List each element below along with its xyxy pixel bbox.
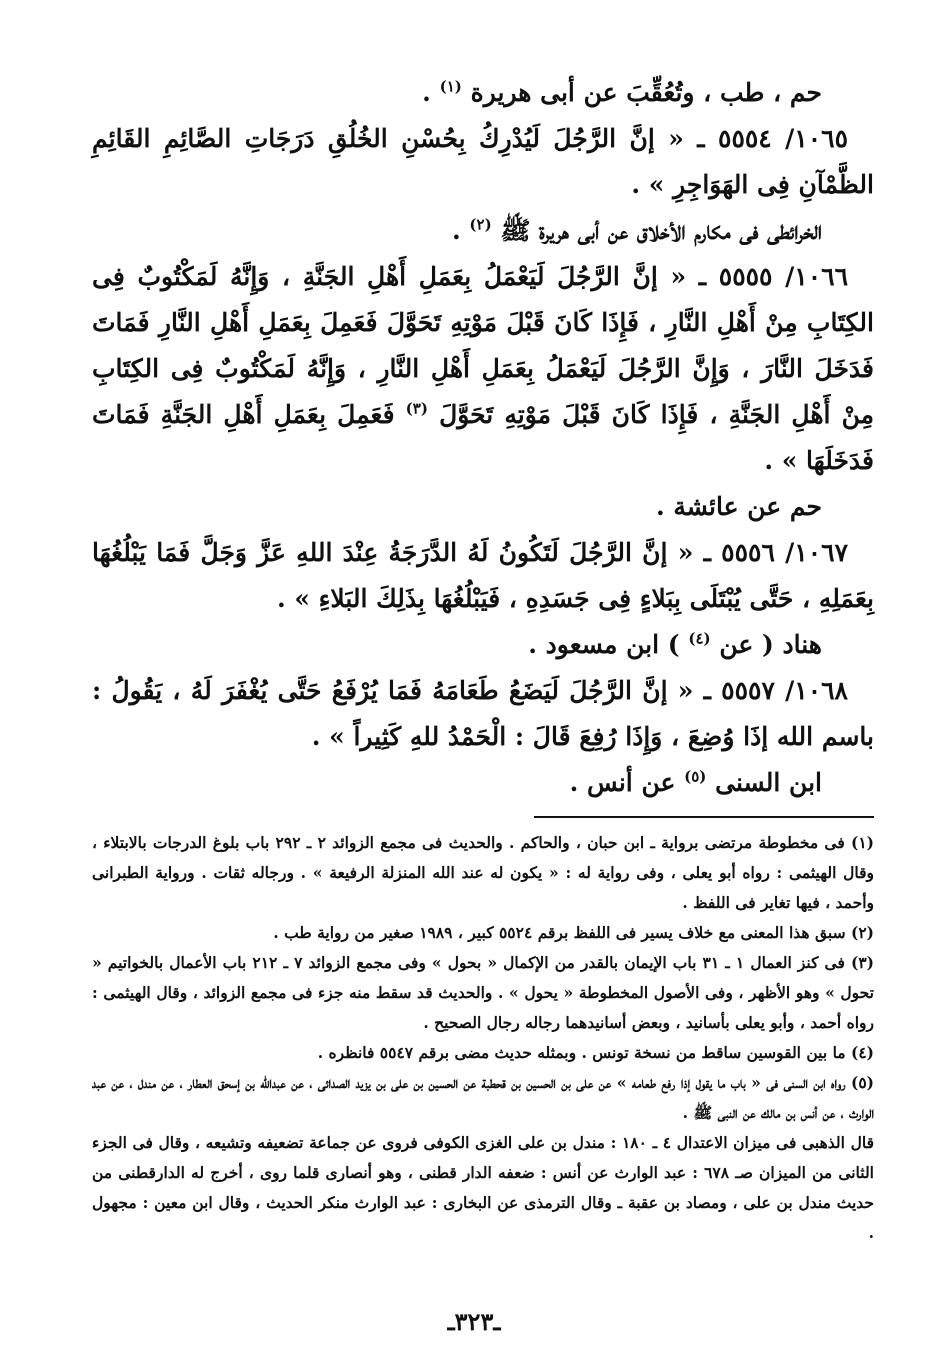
page-number: ـ٣٢٣ـ <box>447 1307 501 1336</box>
document-page <box>92 70 874 1350</box>
hadith-1065: ١٠٦٥/ ٥٥٥٤ ـ « إنَّ الرَّجُلَ لَيُدْرِكُ بِحُسْنِ الخُلُقِ دَرَجَاتِ الصَّائِمِ القَائِمِ الظَّمْآنِ فِى الهَوَاجِرِ » . <box>92 124 874 199</box>
hadith-1067: ١٠٦٧/ ٥٥٥٦ ـ « إنَّ الرَّجُلَ لَتَكُونُ لَهُ الدَّرَجَةُ عِنْدَ اللهِ عَزَّ وَجَلَّ فَمَا يَبْلُغُهَا بِعَمَلِهِ ، حَتَّى يُبْتَلَى بِبَلاءٍ فِى جَسَدِهِ ، فَيَبْلُغُهَا بِذَلِكَ البَلاءِ » . <box>92 538 874 613</box>
source-line-1064: حم ، طب ، وتُعُقِّبَ عن أبى هريرة $^{(١)}$ . <box>422 77 822 107</box>
source-line-1067: هناد ( عن $^{(٤)}$ ) ابن مسعود . <box>528 629 822 659</box>
footnote-divider <box>534 816 874 818</box>
footnote-ref-2: (٢) <box>469 215 492 234</box>
footnotes <box>92 828 874 1248</box>
hadith-body <box>92 70 874 806</box>
footnote-2: (٢) سبق هذا المعنى مع خلاف يسير فى اللفظ برقم ٥٥٢٤ كبير ، ١٩٨٩ صغير من رواية طب . <box>273 923 874 942</box>
footnote-3: (٣) فى كنز العمال ١ ـ ٣١ باب الإيمان بالقدر من الإكمال « بحول » وفى مجمع الزوائد ٧ ـ ٢١٢ باب الأعمال بالخواتيم « تحول » وهو الأظهر ، وفى الأصول المخطوطة « يحول » . والحديث قد سقط منه جزء فى مجمع الزوائد ، وقال الهيثمى : رواه أحمد ، وأبو يعلى بأسانيد ، وبعض أسانيدهما رجاله رجال الصحيح . <box>92 953 874 1032</box>
source-line-1068: ابن السنى $^{(٥)}$ عن أنس . <box>569 767 822 797</box>
footnote-ref-5: (٥) <box>684 767 707 786</box>
footnote-5: (٥) رواه ابن السنى فى « باب ما يقول إذا رفع طعامه » عن على بن الحسين بن قحطبة عن الحسين بن على بن يزيد الصدائى ، عن عبدالله بن إسحق العطار ، عن مندل ، عن عبد الوارث ، عن أنس بن مالك عن النبى ﷺ . <box>92 1073 874 1122</box>
footnote-5-continued: قال الذهبى فى ميزان الاعتدال ٤ ـ ١٨٠ : مندل بن على الغزى الكوفى فروى عن جماعة تضعيفه وتشيعه ، وقال فى الجزء الثانى من الميزان صـ ٦٧٨ : عبد الوارث عن أنس : ضعفه الدار قطنى ، وهو أنصارى قلما روى ، أخرج له الدارقطنى من حديث مندل بن على ، ومصاد بن عقبة ـ وقال الترمذى عن البخارى : عبد الوارث منكر الحديث ، وقال ابن معين : مجهول . <box>92 1133 874 1242</box>
hadith-1068: ١٠٦٨/ ٥٥٥٧ ـ « إنَّ الرَّجُلَ لَيَضَعُ طَعَامَهُ فَمَا يُرْفَعُ حَتَّى يُغْفَرَ لَهُ ، يَقُولُ : باسم الله إذَا وُضِعَ ، وَإِذَا رُفِعَ قَالَ : الْحَمْدُ للهِ كَثِيراً » . <box>92 676 874 751</box>
footnote-4: (٤) ما بين القوسين ساقط من نسخة تونس . وبمثله حديث مضى برقم ٥٥٤٧ فانظره . <box>317 1043 874 1062</box>
footnote-ref-1: (١) <box>439 77 462 96</box>
source-line-1066: حم عن عائشة . <box>655 492 822 521</box>
footnote-ref-4: (٤) <box>688 629 711 648</box>
hadith-1066: ١٠٦٦/ ٥٥٥٥ ـ « إنَّ الرَّجُلَ لَيَعْمَلُ بِعَمَلِ أَهْلِ الجَنَّةِ ، وَإِنَّهُ لَمَكْتُوبٌ فِى الكِتَابِ مِنْ أَهْلِ النَّارِ ، فَإِذَا كَانَ قَبْلَ مَوْتِهِ تَحَوَّلَ فَعَمِلَ بِعَمَلِ أَهْلِ النَّارِ فَمَاتَ فَدَخَلَ النَّارَ ، وَإِنَّ الرَّجُلَ لَيَعْمَلُ بِعَمَلِ أَهْلِ النَّارِ ، وَإِنَّهُ لَمَكْتُوبٌ فِى الكِتَابِ مِنْ أَهْلِ الجَنَّةِ ، فَإِذَا كَانَ قَبْلَ مَوْتِهِ تَحَوَّلَ $^{(٣)}$ فَعَمِلَ بِعَمَلِ أَهْلِ الجَنَّةِ فَمَاتَ فَدَخَلَهَا » . <box>92 262 874 475</box>
source-line-1065: الخرائطى فى مكارم الأخلاق عن أبى هريرة ﷺ $^{(٢)}$ . <box>451 215 822 245</box>
footnote-1: (١) فى مخطوطة مرتضى برواية ـ ابن حبان ، والحاكم . والحديث فى مجمع الزوائد ٢ ـ ٢٩٢ باب بلوغ الدرجات بالابتلاء ، وقال الهيثمى : رواه أبو يعلى ، وفى رواية له : « يكون له عند الله المنزلة الرفيعة » . ورجاله ثقات . ورواية الطبرانى وأحمد ، فيها تغاير فى اللفظ . <box>92 833 874 912</box>
footnote-ref-3: (٣) <box>405 399 428 418</box>
